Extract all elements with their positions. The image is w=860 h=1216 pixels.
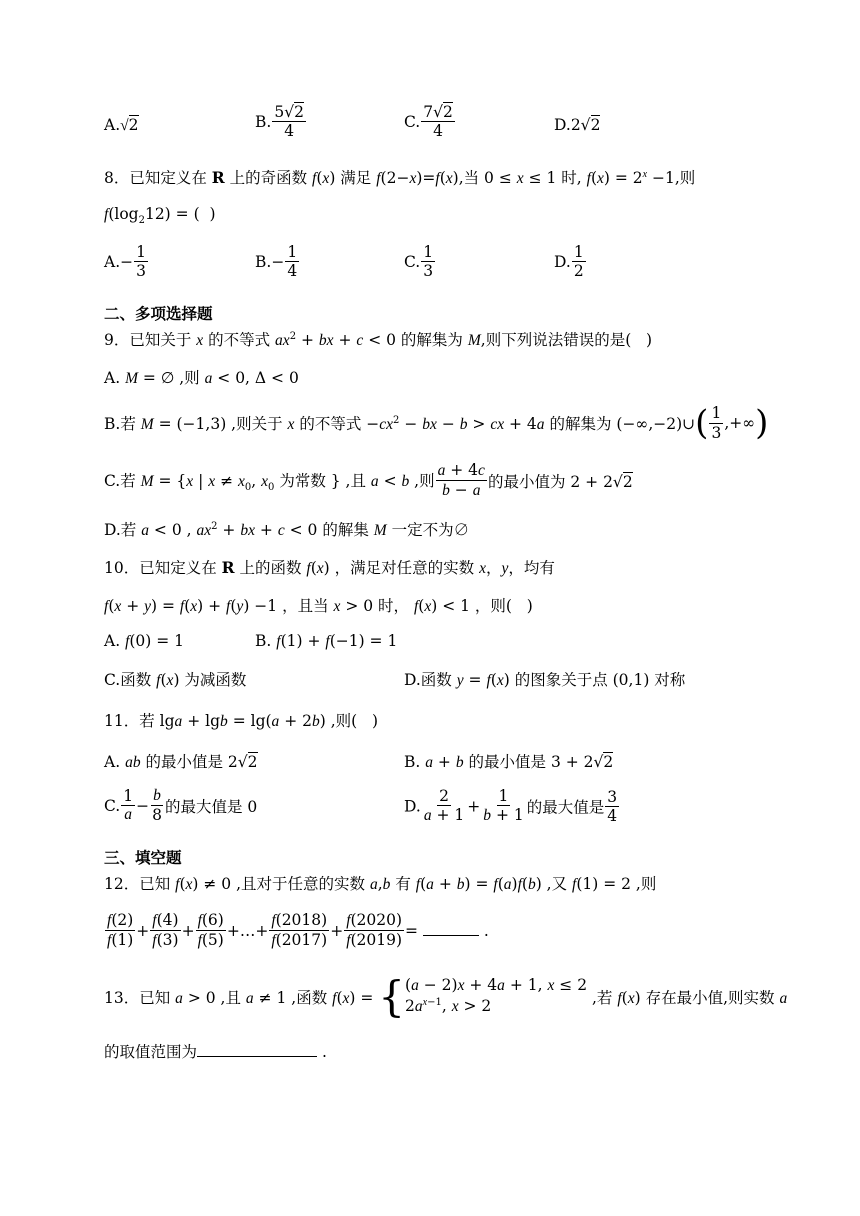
q10-option-b: B. f(1) + f(−1) = 1 (255, 632, 398, 650)
q10-option-a: A. f(0) = 1 (104, 632, 185, 650)
q11-option-d: D. $\frac{2}{a + 1}$ + $\frac{1}{b + 1}$ 的最大值是 $\frac{3}{4}$ (404, 787, 618, 825)
q12-answer-blank[interactable] (423, 935, 479, 936)
q9-option-b: B.若 M = (−1,3) ,则关于 x 的不等式 $-cx^2$ − bx − b > cx + 4a 的解集为 (−∞,−2)∪( $\frac{1}{3}$ ,+∞) (104, 403, 769, 443)
q12-stem: 12．已知 f(x) ≠ 0 ,且对于任意的实数 a,b 有 f(a + b) = f(a)f(b) ,又 f(1) = 2 ,则 (104, 875, 657, 893)
q11-stem: 11．若 lga + lgb = lg(a + 2b) ,则( ) (104, 712, 379, 730)
q10-option-c: C.函数 f(x) 为减函数 (104, 671, 247, 689)
q12-stem-2: $\frac{f(2)}{f(1)}$ + $\frac{f(4)}{f(3)}$ + $\frac{f(6)}{f(5)}$ +…+ $\frac{f(2018)}{f(2017)}$ + $\frac{f(2020)}{f(2019)}$ = . (107, 911, 489, 950)
q13-stem: 13．已知 a > 0 ,且 a ≠ 1 ,函数 f(x) = { (a − 2)x + 4a + 1, x ≤ 2 $2a^{x-1}$, x > 2 ,若 f(x) 存在最小值,则实数 a (104, 972, 788, 1021)
q8-stem: 8．已知定义在 R 上的奇函数 f(x) 满足 f(2−x)=f(x),当 0 ≤ x ≤ 1 时, $f(x) = 2^x -1$,则 (104, 168, 696, 187)
section-title-multiple-choice: 二、多项选择题 (104, 305, 213, 323)
q10-stem: 10．已知定义在 R 上的函数 f(x) ，满足对任意的实数 x，y，均有 (104, 558, 555, 577)
q9-option-c: C.若 M = {x | $x \ne x_0$, $x_0$ 为常数 } ,且 a < b ,则 $\frac{a + 4c}{b - a}$ 的最小值为 2 + 2√2 (104, 461, 633, 500)
q8-option-a: A.− $\frac{1}{3}$ (104, 243, 146, 281)
q7-option-a: A.√2 (104, 116, 139, 134)
q10-option-d: D.函数 y = f(x) 的图象关于点 (0,1) 对称 (404, 671, 686, 689)
q11-option-a: A. ab 的最小值是 2√2 (104, 753, 258, 771)
q11-option-c: C. $\frac{1}{a}$ − $\frac{b}{8}$ 的最大值是 0 (104, 787, 258, 825)
q8-option-b: B.− $\frac{1}{4}$ (255, 243, 298, 281)
q9-stem: 9．已知关于 x 的不等式 $ax^2$ + bx + c < 0 的解集为 M,则下列说法错误的是( ) (104, 330, 653, 349)
q13-answer-blank[interactable] (197, 1056, 317, 1057)
q7-option-c: C. $\frac{7√2}{4}$ (404, 103, 453, 141)
q7-option-d: D.2√2 (554, 116, 601, 134)
q7-option-b: B. $\frac{5√2}{4}$ (255, 103, 304, 141)
q8-stem-2: $f(\log_212)$ = ( ) (104, 205, 216, 227)
q9-option-d: D.若 a < 0 , $ax^2$ + bx + c < 0 的解集 M 一定不为∅ (104, 520, 470, 539)
q13-stem-2: 的取值范围为 . (104, 1043, 327, 1061)
section-title-fill-in: 三、填空题 (104, 849, 182, 867)
q8-option-d: D. $\frac{1}{2}$ (554, 243, 584, 281)
q11-option-b: B. a + b 的最小值是 3 + 2√2 (404, 753, 614, 771)
q8-option-c: C. $\frac{1}{3}$ (404, 243, 434, 281)
q9-option-a: A. M = ∅ ,则 a < 0, Δ < 0 (104, 369, 299, 387)
q10-stem-2: f(x + y) = f(x) + f(y) −1 ，且当 x > 0 时， f(x) < 1 ，则( ) (104, 597, 533, 615)
